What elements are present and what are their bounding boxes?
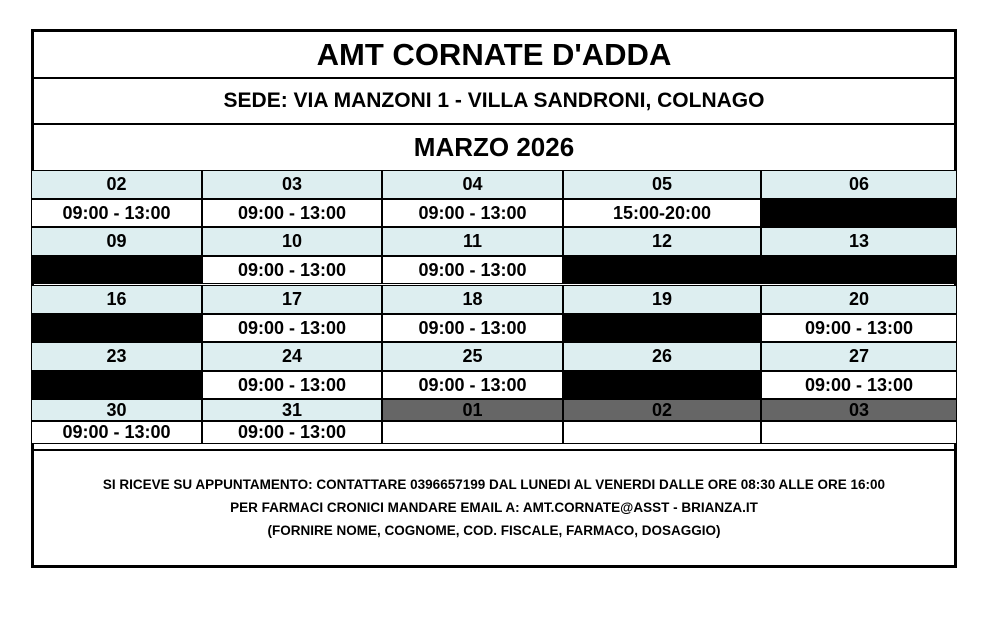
closed-slot: [31, 256, 202, 284]
opening-hours: 09:00 - 13:00: [382, 199, 563, 227]
opening-hours: 09:00 - 13:00: [202, 421, 382, 444]
day-number: 03: [202, 170, 382, 199]
day-number: 24: [202, 342, 382, 371]
footer-notes: [34, 449, 954, 567]
day-number: 12: [563, 227, 761, 256]
day-number: 06: [761, 170, 957, 199]
day-number: 16: [31, 285, 202, 314]
opening-hours: [382, 421, 563, 444]
schedule-sheet: [31, 29, 957, 568]
day-number: 02: [563, 399, 761, 421]
opening-hours: [761, 421, 957, 444]
opening-hours: 09:00 - 13:00: [382, 314, 563, 342]
opening-hours: 09:00 - 13:00: [202, 256, 382, 284]
opening-hours: 09:00 - 13:00: [31, 421, 202, 444]
closed-slot: [761, 199, 957, 227]
opening-hours: 09:00 - 13:00: [31, 199, 202, 227]
email-note: PER FARMACI CRONICI MANDARE EMAIL A: AMT.CORNATE@ASST - BRIANZA.IT: [230, 500, 758, 515]
day-number: 26: [563, 342, 761, 371]
day-number: 18: [382, 285, 563, 314]
opening-hours: 09:00 - 13:00: [382, 256, 563, 284]
opening-hours: 15:00-20:00: [563, 199, 761, 227]
day-number: 27: [761, 342, 957, 371]
day-number: 25: [382, 342, 563, 371]
day-number: 02: [31, 170, 202, 199]
day-number: 20: [761, 285, 957, 314]
closed-slot: [31, 314, 202, 342]
day-number: 01: [382, 399, 563, 421]
day-number: 31: [202, 399, 382, 421]
day-number: 23: [31, 342, 202, 371]
opening-hours: 09:00 - 13:00: [761, 314, 957, 342]
required-info-note: (FORNIRE NOME, COGNOME, COD. FISCALE, FARMACO, DOSAGGIO): [267, 523, 721, 538]
day-number: 11: [382, 227, 563, 256]
day-number: 10: [202, 227, 382, 256]
page-title: AMT CORNATE D'ADDA: [34, 32, 954, 79]
closed-slot: [563, 371, 761, 399]
opening-hours: 09:00 - 13:00: [382, 371, 563, 399]
opening-hours: 09:00 - 13:00: [202, 371, 382, 399]
day-number: 05: [563, 170, 761, 199]
day-number: 04: [382, 170, 563, 199]
opening-hours: 09:00 - 13:00: [761, 371, 957, 399]
month-heading: MARZO 2026: [34, 125, 954, 173]
opening-hours: 09:00 - 13:00: [202, 314, 382, 342]
closed-slot: [31, 371, 202, 399]
opening-hours: [563, 421, 761, 444]
location-address: SEDE: VIA MANZONI 1 - VILLA SANDRONI, COLNAGO: [34, 79, 954, 125]
closed-slot: [761, 256, 957, 284]
day-number: 30: [31, 399, 202, 421]
appointment-note: SI RICEVE SU APPUNTAMENTO: CONTATTARE 0396657199 DAL LUNEDI AL VENERDI DALLE ORE 08:30 ALLE ORE 16:00: [102, 477, 886, 492]
day-number: 09: [31, 227, 202, 256]
day-number: 17: [202, 285, 382, 314]
day-number: 03: [761, 399, 957, 421]
day-number: 13: [761, 227, 957, 256]
day-number: 19: [563, 285, 761, 314]
opening-hours: 09:00 - 13:00: [202, 199, 382, 227]
closed-slot: [563, 314, 761, 342]
closed-slot: [563, 256, 761, 284]
